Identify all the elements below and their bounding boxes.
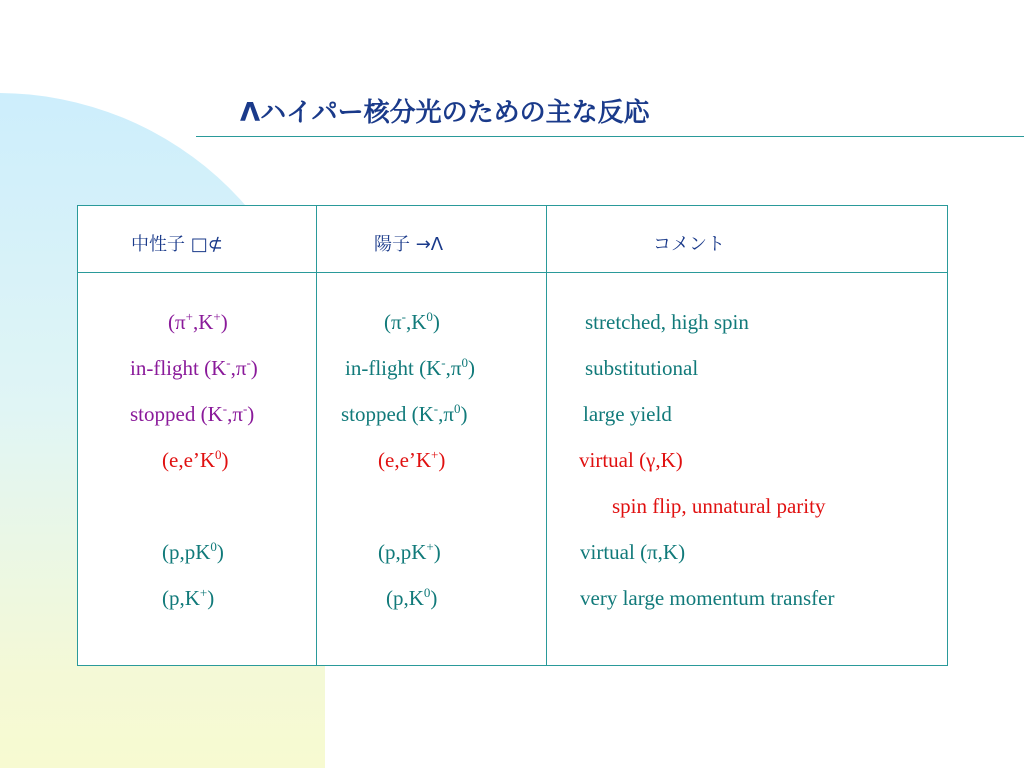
header-divider bbox=[78, 272, 947, 273]
header-neutron: 中性子 □⊄ bbox=[131, 234, 223, 255]
reaction-table bbox=[77, 205, 948, 666]
comment-4: virtual (γ,K) bbox=[579, 448, 683, 472]
comment-1: stretched, high spin bbox=[585, 310, 749, 334]
neutron-reaction-4: $(e,e’K^0)$ bbox=[162, 447, 229, 472]
proton-reaction-1: $(\pi^-,K^0)$ bbox=[384, 309, 440, 334]
proton-reaction-2: in-flight $(K^-,\pi^0)$ bbox=[345, 355, 475, 380]
neutron-reaction-1: (π+,K+) bbox=[168, 309, 228, 334]
neutron-reaction-2: in-flight (K-,π-) bbox=[130, 355, 258, 380]
column-divider-2 bbox=[546, 206, 547, 665]
proton-reaction-3: stopped $(K^-,\pi^0)$ bbox=[341, 401, 468, 426]
header-proton: 陽子 →Λ bbox=[374, 234, 444, 255]
comment-3: large yield bbox=[583, 402, 672, 426]
proton-reaction-4: (e,e’K+) bbox=[378, 447, 446, 472]
neutron-reaction-3: stopped (K-,π-) bbox=[130, 401, 255, 426]
title-underline bbox=[196, 136, 1024, 137]
column-divider-1 bbox=[316, 206, 317, 665]
proton-reaction-7: $(p,K^0)$ bbox=[386, 585, 438, 610]
comment-7: very large momentum transfer bbox=[580, 586, 835, 610]
comment-5: spin flip, unnatural parity bbox=[612, 494, 826, 518]
comment-6: virtual (π,K) bbox=[580, 540, 686, 564]
header-comment: コメント bbox=[653, 234, 725, 255]
comment-2: substitutional bbox=[585, 356, 699, 380]
neutron-reaction-7: (p,K+) bbox=[162, 585, 215, 610]
proton-reaction-6: (p,pK+) bbox=[378, 539, 441, 564]
neutron-reaction-6: $(p,pK^0)$ bbox=[162, 539, 224, 564]
slide-title: Λハイパー核分光のための主な反応 bbox=[240, 98, 650, 128]
